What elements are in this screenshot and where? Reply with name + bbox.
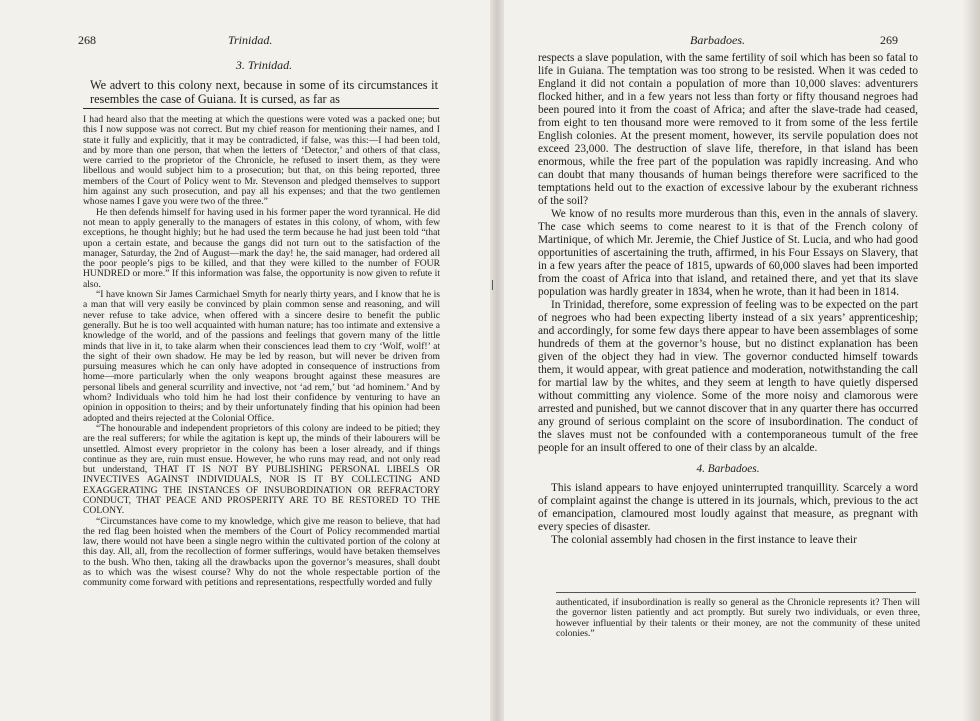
right-page xyxy=(504,0,962,721)
footnote-column xyxy=(83,115,440,589)
page-number: 268 xyxy=(78,33,96,47)
body-paragraph: The colonial assembly had chosen in the first instance to leave their xyxy=(551,534,857,546)
body-paragraph: We know of no results more murderous than this, even in the annals of slavery. The case which seems to come nearest to it is that of the French colony of Martinique, of which Mr. Jeremie, the Chief Justice of St. Lucia, and who had good opportunities of ascertaining the truth, affirmed, in his Four Essays on Slavery, that in a few years after the peace of 1815, upwards of 60,000 slaves had been imported from the coast of Africa into that island, and retained there, and yet that its slave population was hardly greater in 1834, when he wrote, than it had been in 1814. xyxy=(538,208,918,298)
book-gutter xyxy=(490,0,504,721)
footnote-paragraph: authenticated, if insubordination is really so general as the Chronicle represents it? Then will the governor listen patiently and act promptly. But surely two individuals, or even three, however influential by their talents or their money, are not the community of these united colonies.” xyxy=(556,597,920,639)
body-column xyxy=(538,52,918,547)
gutter-mark xyxy=(492,280,493,290)
footnote-paragraph: “I have known Sir James Carmichael Smyth for nearly thirty years, and I know that he is a man that will very easily be convinced by plain common sense and reasoning, and will never refuse to take advice, when offered with a sincere desire to benefit the public generally. But he is too well acquainted with human nature; has too intimate and extensive a knowledge of the world, and of the passions and feelings that govern many of the little minds that live in it, to take alarm when their consciences lead them to cry ‘Wolf, wolf!’ at the sight of their own shadow. He may be led by reason, but will never be driven from pursuing measures which he can only have adopted in consequence of instructions from home—more particularly when the only weapons brought against these measures are personal libels and general scurrility and invective, not ‘ad rem,’ but ‘ad hominem.’ And by whom? Individuals who told him he had lost their confidence by venturing to have an opinion in opposition to theirs; and by their unfortunately finding that his opinion had been adopted and theirs rejected at the Colonial Office. xyxy=(83,289,440,424)
running-head: Barbadoes. xyxy=(690,33,745,47)
footnote-paragraph: He then defends himself for having used in his former paper the word tyrannical. He did not mean to apply generally to the managers of estates in this colony, of whom, with few exceptions, he thought highly; but he had used the term because he had just been told “that upon a certain estate, and because the gangs did not turn out to the satisfaction of the manager, Saturday, the 2nd of August—mark the day! he, the said manager, had ordered all the poor people’s pigs to be killed, and that they were killed to the number of FOUR HUNDRED or more.” If this information was false, the opportunity is now given to refute it also. xyxy=(83,206,440,290)
footnote-rule xyxy=(556,592,916,593)
section-heading-block xyxy=(90,57,438,107)
body-paragraph: respects a slave population, with the same fertility of soil which has been so fatal to life in Guiana. The temptation was too strong to be resisted. When it was ceded to England it did not contain a population of more than 10,000 slaves: adventurers flocked hither, and in a few years not less than forty or fifty thousand negroes had been poured into it from the coast of Africa; and after the slave-trade had ceased, from eight to ten thousand more were removed to it from some of the less fertile English colonies. At the present moment, however, its servile population does not exceed 23,000. The destruction of slave life, therefore, in that island has been enormous, while the free part of the population was rapidly increasing. And who can doubt that many thousands of human beings therefore were sacrificed to the temptations held out to the exaction of excessive labour by the exuberant richness of the soil? xyxy=(538,52,918,207)
running-head: Trinidad. xyxy=(228,33,273,47)
section-title: 4. Barbadoes. xyxy=(696,463,760,475)
section-title: 3. Trinidad. xyxy=(235,58,293,72)
footnote-column xyxy=(556,598,920,639)
body-paragraph: In Trinidad, therefore, some expression of feeling was to be expected on the part of negroes who had been expecting liberty instead of a six years’ apprenticeship; and accordingly, for some few days there appear to have been assemblages of some hundreds of them at the governor’s house, but no distinct explanation has been given of the object they had in view. The governor conducted himself towards them, it would appear, with great patience and moderation, notwithstanding the call for martial law by the whites, and they seem at length to have quietly dispersed without committing any violence. Some of the more noisy and clamorous were arrested and punished, but we cannot discover that in any quarter there has occurred any ground of serious complaint on the score of insubordination. The conduct of the slaves must not be confounded with a contemporaneous tumult of the free people for an insult offered to one of their class by an alcalde. xyxy=(538,299,918,454)
intro-text: We advert to this colony next, because in some of its circumstances it resembles the case of Guiana. It is cursed, as far as xyxy=(90,78,438,107)
footnote-paragraph: “Circumstances have come to my knowledge, which give me reason to believe, that had the red flag been hoisted when the members of the Court of Policy recommended martial law, there would not have been a single negro within the cultivated portion of the colony at this day. All, all, from the recollection of former sufferings, would have betaken themselves to the bush. Who then, taking all the drawbacks upon the governor’s measures, shall doubt as to which was the wisest course? Why do not the whole respectable portion of the community come forward with petitions and representations, respectfully worded and fully xyxy=(83,515,440,589)
footnote-paragraph: “The honourable and independent proprietors of this colony are indeed to be pitied; they are the real sufferers; for while the agitation is kept up, the minds of their labourers will be unsettled. Almost every proprietor in the colony has been a loser already, and if things continue as they are, ruin must ensue. However, he who runs may read, and not only read but understand, THAT IT IS NOT BY PUBLISHING PERSONAL LIBELS OR INVECTIVES AGAINST INDIVIDUALS, NOR IS IT BY COLLECTING AND EXAGGERATING THE INSTANCES OF INSUBORDINATION OR REFRACTORY CONDUCT, THAT PEACE AND PROSPERITY ARE TO BE RESTORED TO THE COLONY. xyxy=(83,422,440,517)
page-edge xyxy=(962,0,980,721)
page-number: 269 xyxy=(880,33,898,47)
footnote-rule xyxy=(83,108,439,109)
footnote-paragraph: I had heard also that the meeting at which the questions were voted was a packed one; but this I now suppose was not correct. But my chief reason for mentioning their names, and I state it fully and explicitly, that it may be contradicted, if false, was this:—I had been told, and by more than one person, that when the letters of ‘Detector,’ and others of that class, were carried to the proprietor of the Chronicle, he refused to insert them, as they were libellous and would subject him to a prosecution; but that, on this being reported, three members of the Court of Policy went to Mr. Stevenson and pledged themselves to support him against any such prosecution, and pay all his expenses; and that the two gentlemen whose names I gave you were two of the three.” xyxy=(83,114,440,208)
body-paragraph: This island appears to have enjoyed uninterrupted tranquillity. Scarcely a word of complaint against the change is uttered in its journals, which, previous to the act of emancipation, clamoured most loudly against that measure, as pregnant with every species of disaster. xyxy=(538,482,918,533)
